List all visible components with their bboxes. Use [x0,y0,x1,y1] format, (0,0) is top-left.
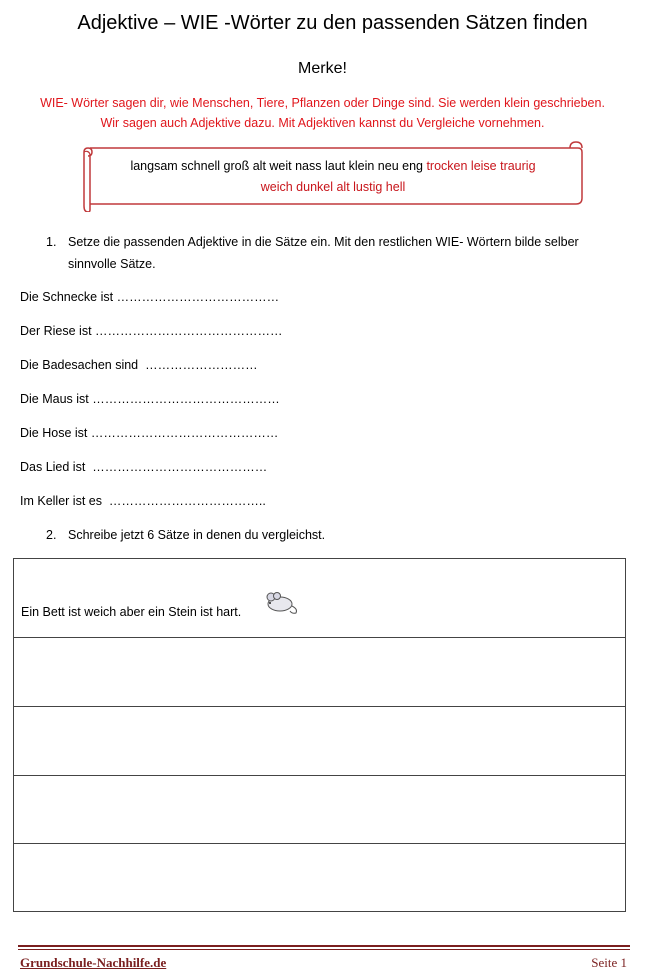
words-black: langsam schnell groß alt weit nass laut klein neu eng [130,159,427,173]
merke-heading: Merke! [298,60,347,77]
word-line-1 [80,159,586,173]
footer-rule-thin [18,949,630,950]
task-2-number: 2. [46,528,57,542]
task-1-number: 1. [46,235,57,249]
table-row-2 [14,637,625,638]
task-2-text: Schreibe jetzt 6 Sätze in denen du vergleichst. [68,528,326,542]
words-red-1: trocken leise traurig [426,159,536,173]
task-1-text [68,231,628,275]
sentence-1: Die Schnecke ist ………………………………… [20,290,280,304]
sentence-7: Im Keller ist es ……………………………….. [20,494,266,508]
scroll-frame-icon [80,140,586,212]
mouse-icon [262,589,300,615]
sentence-4: Die Maus ist ……………………………………… [20,392,280,406]
table-row-4 [14,775,625,776]
sentence-2: Der Riese ist ……………………………………… [20,324,283,338]
page-title: Adjektive – WIE -Wörter zu den passenden Sätzen finden [77,12,588,34]
words-red-2: weich dunkel alt lustig hell [260,180,406,194]
task-1-line-1: Setze die passenden Adjektive in die Sätze ein. Mit den restlichen WIE- Wörtern bilde selber [68,235,579,249]
writing-table [13,558,626,912]
table-row-3 [14,706,625,707]
sentence-6: Das Lied ist …………………………………… [20,460,268,474]
footer-site-link[interactable]: Grundschule-Nachhilfe.de [20,955,167,970]
footer-page-number: Seite 1 [591,955,627,970]
footer-rule [18,945,630,947]
sentence-3: Die Badesachen sind ……………………… [20,358,258,372]
sentence-5: Die Hose ist ……………………………………… [20,426,279,440]
example-sentence: Ein Bett ist weich aber ein Stein ist hart. [21,605,242,619]
rule-line-1: WIE- Wörter sagen dir, wie Menschen, Tiere, Pflanzen oder Dinge sind. Sie werden klein geschrieben. [40,96,605,110]
table-row-5 [14,843,625,844]
rule-line-2: Wir sagen auch Adjektive dazu. Mit Adjektiven kannst du Vergleiche vornehmen. [100,116,545,130]
task-1-line-2: sinnvolle Sätze. [68,257,156,271]
word-box-scroll [80,140,586,212]
